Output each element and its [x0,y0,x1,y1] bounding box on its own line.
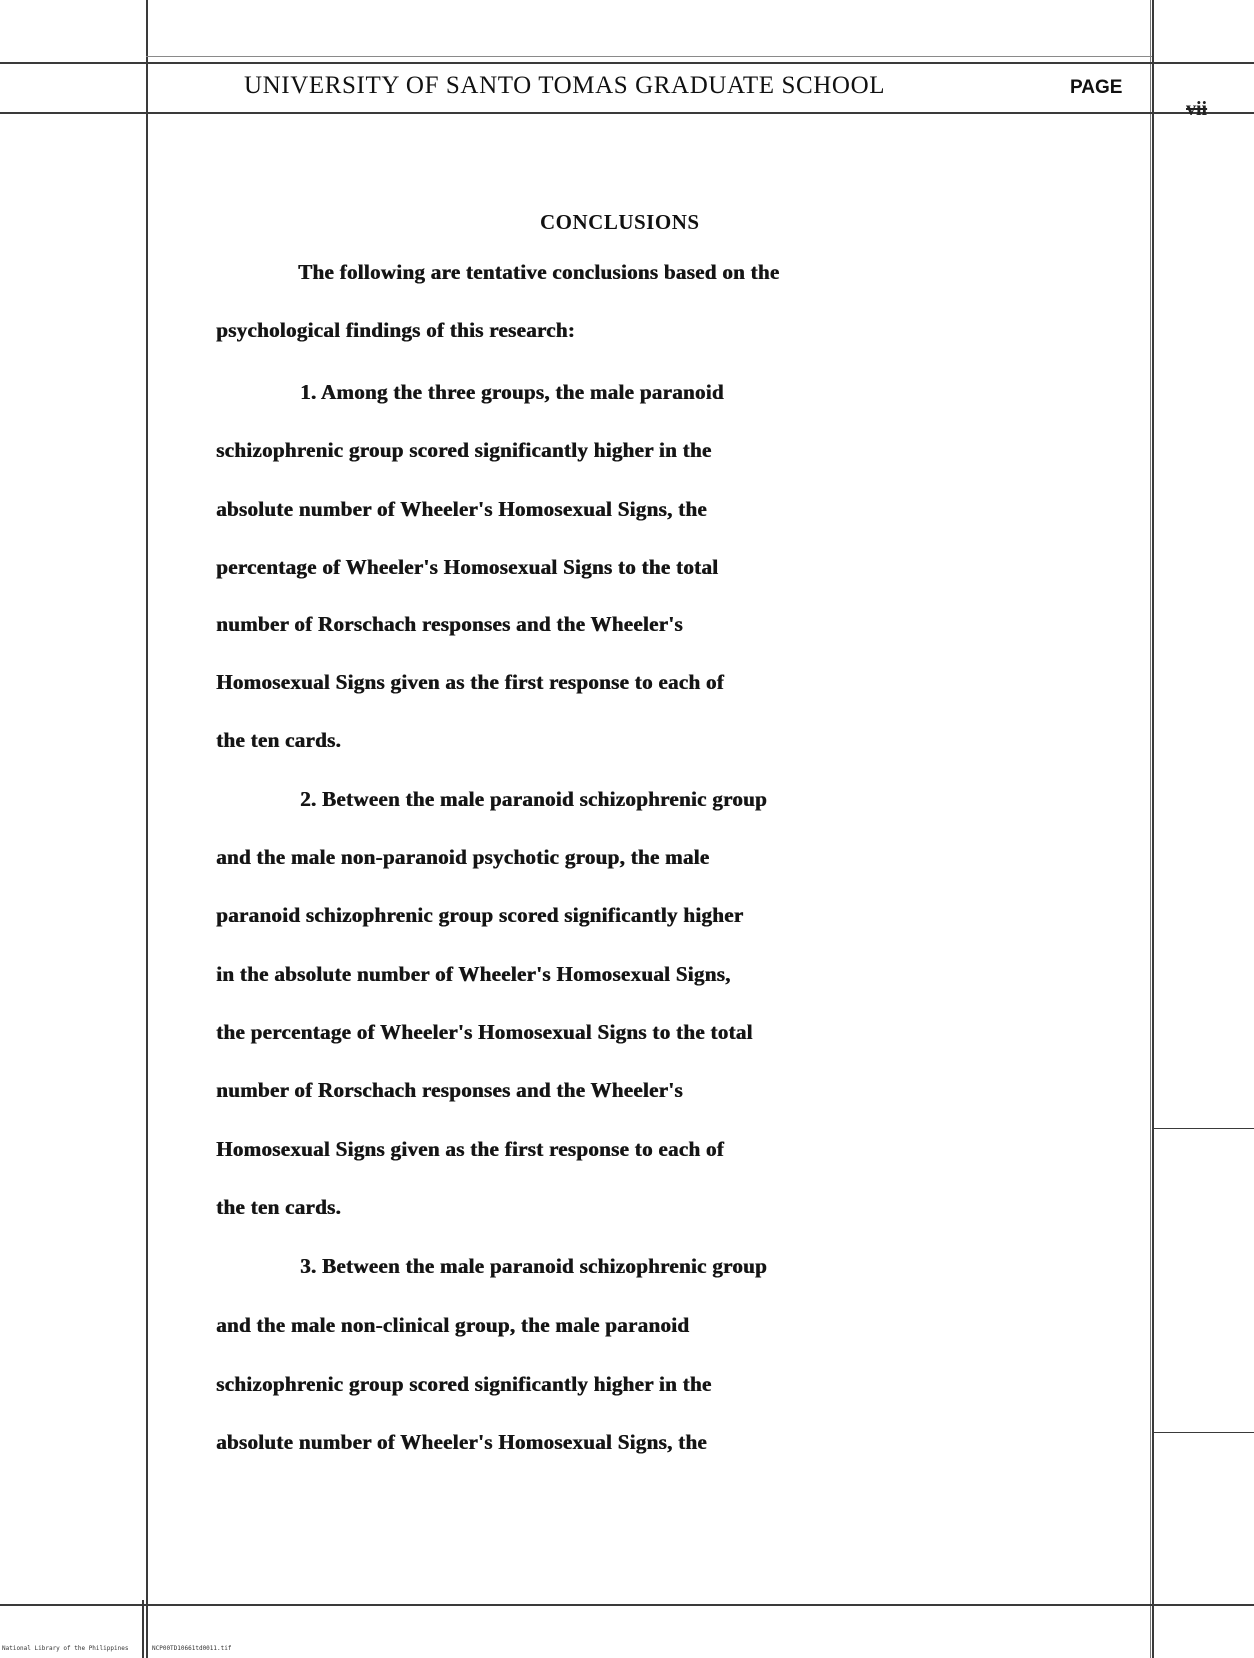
list-item-number-line: 3. Between the male paranoid schizophrenic group [300,1254,767,1278]
text-line: percentage of Wheeler's Homosexual Signs to the total [216,555,719,579]
right-margin-rule [1152,0,1154,1658]
text-line: in the absolute number of Wheeler's Homosexual Signs, [216,962,731,986]
text-line: The following are tentative conclusions based on the [298,260,780,284]
header-underline-rule [0,112,1254,114]
right-tick-rule [1152,1128,1254,1129]
text-line: the percentage of Wheeler's Homosexual Signs to the total [216,1020,753,1044]
library-footer-label: National Library of the Philippines [2,1645,129,1652]
file-name-label: NCP00TD10661td0011.tif [152,1645,232,1652]
right-margin-rule-outer [1150,0,1151,1658]
text-line: schizophrenic group scored significantly higher in the [216,1372,712,1396]
bottom-rule [0,1604,1254,1606]
text-line: paranoid schizophrenic group scored significantly higher [216,903,744,927]
text-line: absolute number of Wheeler's Homosexual Signs, the [216,497,707,521]
text-line: the ten cards. [216,728,341,752]
top-rule-inner [146,56,1152,57]
page-number: vii [1186,98,1208,120]
text-line: absolute number of Wheeler's Homosexual Signs, the [216,1430,707,1454]
text-line: the ten cards. [216,1195,341,1219]
text-line: number of Rorschach responses and the Wheeler's [216,612,683,636]
text-line: Homosexual Signs given as the first response to each of [216,670,724,694]
school-name: UNIVERSITY OF SANTO TOMAS GRADUATE SCHOOL [244,72,886,99]
right-tick-rule [1152,1432,1254,1433]
list-item-number-line: 2. Between the male paranoid schizophrenic group [300,787,767,811]
text-line: and the male non-paranoid psychotic group, the male [216,845,710,869]
list-item-number-line: 1. Among the three groups, the male paranoid [300,380,724,404]
page-header [244,72,1144,106]
text-line: Homosexual Signs given as the first response to each of [216,1137,724,1161]
page-title: CONCLUSIONS [540,210,700,234]
text-line: psychological findings of this research: [216,318,575,342]
text-line: schizophrenic group scored significantly higher in the [216,438,712,462]
left-margin-rule [146,0,148,1658]
page-label: PAGE [1070,77,1123,98]
left-bottom-rule [142,1600,144,1658]
text-line: and the male non-clinical group, the male paranoid [216,1313,690,1337]
text-line: number of Rorschach responses and the Wheeler's [216,1078,683,1102]
top-rule [0,62,1254,64]
